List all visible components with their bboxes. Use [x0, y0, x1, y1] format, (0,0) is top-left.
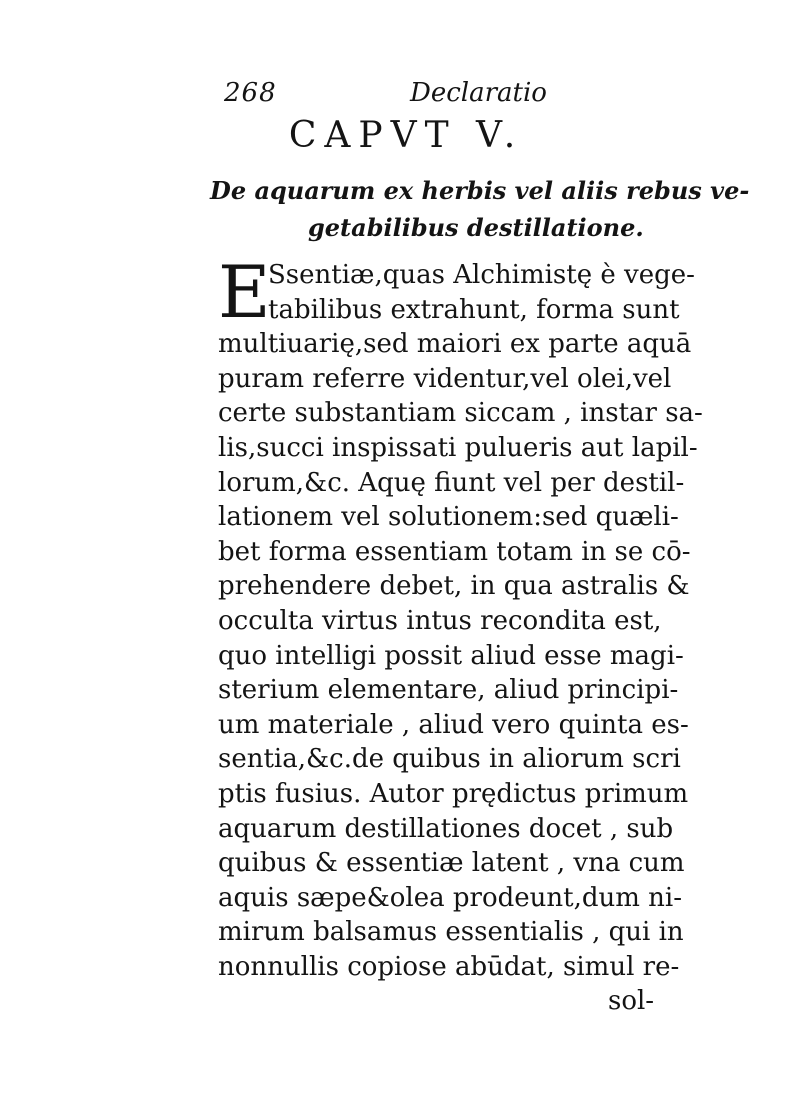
text-line: quibus & essentiæ latent , vna cum [218, 848, 685, 879]
text-line: ptis fusius. Autor prędictus primum [218, 778, 689, 809]
text-line: aquis sæpe&olea prodeunt,dum ni- [218, 882, 683, 913]
text-line: quo intelligi possit aliud esse magi- [218, 640, 684, 671]
text-line: nonnullis copiose abūdat, simul re- [218, 951, 680, 982]
text-line: occulta virtus intus recondita est, [218, 605, 662, 636]
text-line: certe substantiam siccam , instar sa- [218, 398, 703, 429]
text-line: bet forma essentiam totam in se cō- [218, 536, 691, 567]
running-title: Declaratio [410, 78, 547, 108]
catchword: sol- [608, 986, 655, 1016]
text-line: lorum,&c. Aquę fiunt vel per destil- [218, 467, 685, 498]
page-number: 268 [224, 78, 277, 108]
text-line: lis,succi inspissati pulueris aut lapil- [218, 432, 698, 463]
running-head [224, 78, 564, 118]
chapter-subtitle-line-2: getabilibus destillatione. [308, 213, 644, 242]
text-line: aquarum destillationes docet , sub [218, 813, 674, 844]
chapter-subtitle-line-1: De aquarum ex herbis vel aliis rebus ve- [210, 176, 750, 205]
text-line: mirum balsamus essentialis , qui in [218, 917, 684, 948]
text-line: tabilibus extrahunt, forma sunt [268, 294, 680, 325]
text-line: um materiale , aliud vero quinta es- [218, 709, 689, 740]
text-line: sentia,&c.de quibus in aliorum scri [218, 744, 681, 775]
text-line: puram referre videntur,vel olei,vel [218, 363, 672, 394]
body-text [218, 250, 703, 984]
text-line: multiuarię,sed maiori ex parte aquā [218, 329, 692, 360]
text-line: prehendere debet, in qua astralis & [218, 571, 690, 602]
text-line: sterium elementare, aliud principi- [218, 675, 679, 706]
text-line: Ssentiæ,quas Alchimistę è vege- [268, 260, 695, 290]
text-line: lationem vel solutionem:sed quæli- [218, 502, 679, 533]
drop-cap-initial: E [218, 250, 271, 334]
chapter-heading: CAPVT V. [288, 115, 524, 156]
